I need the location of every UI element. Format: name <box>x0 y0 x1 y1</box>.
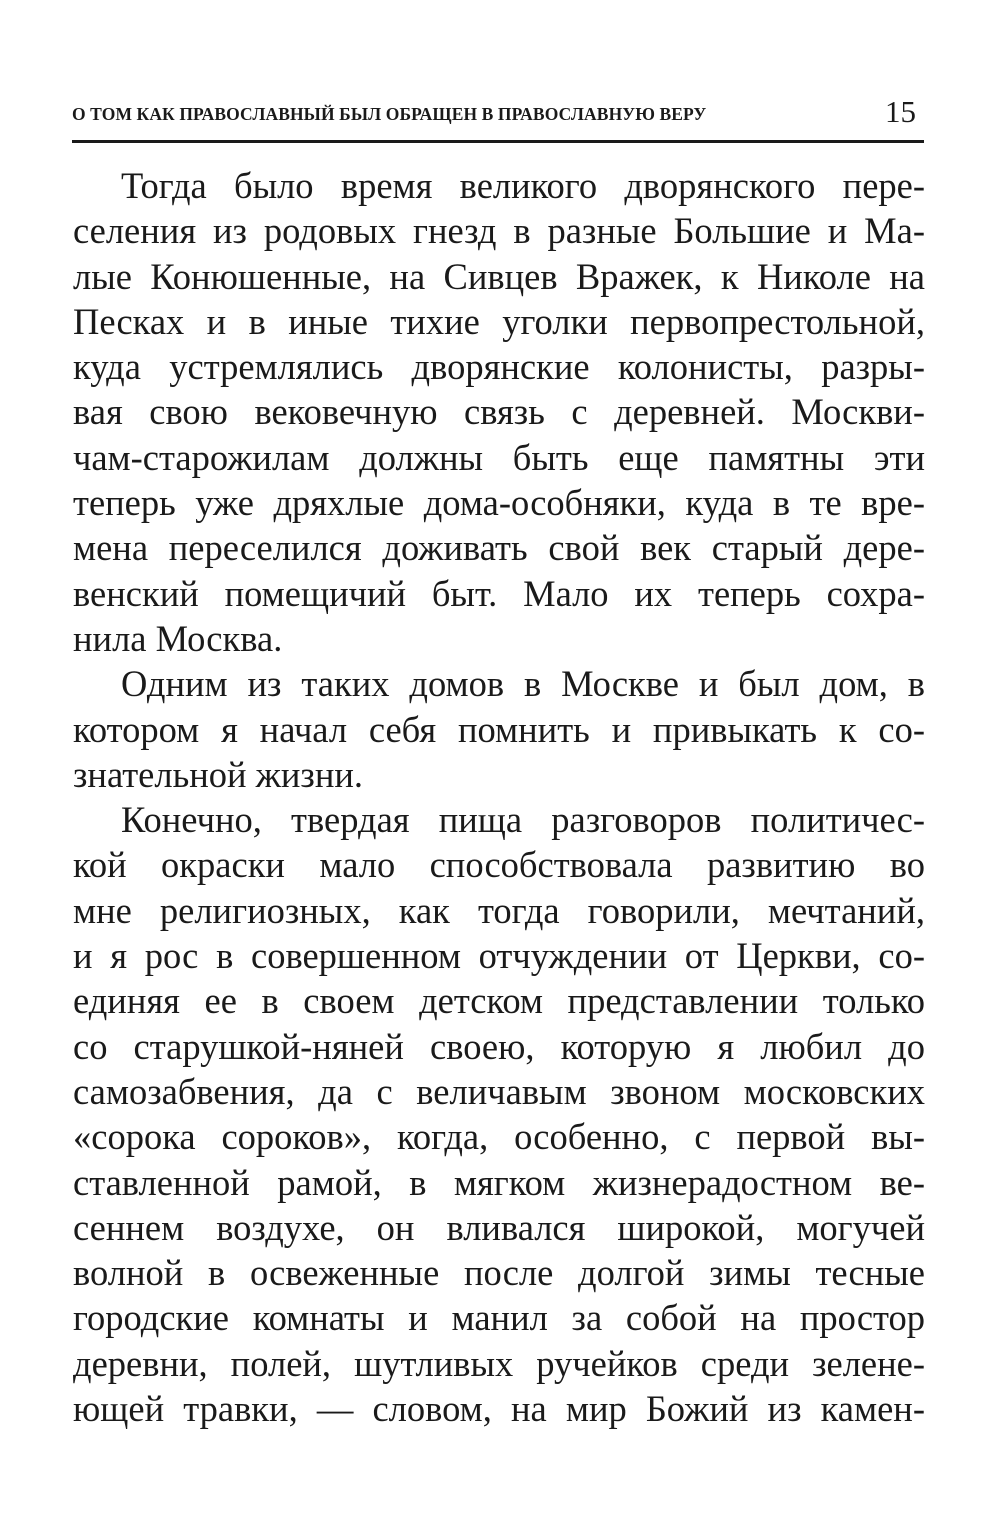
paragraph-3-line-1: Конечно, твердая пища разговоров политичес- <box>121 799 925 841</box>
paragraph-3-line-2: кой окраски мало способствовала развитию во <box>73 844 925 886</box>
paragraph-3-line-5: единяя ее в своем детском представлении только <box>73 980 925 1022</box>
paragraph-1-line-6: вая свою вековечную связь с деревней. Москви- <box>73 391 925 433</box>
paragraph-3-line-14: ющей травки, — словом, на мир Божий из камен- <box>73 1388 925 1430</box>
paragraph-1-line-10: венский помещичий быт. Мало их теперь сохра- <box>73 572 925 614</box>
paragraph-3-line-6: со старушкой-няней своею, которую я любил до <box>73 1025 925 1067</box>
paragraph-3-line-13: деревни, полей, шутливых ручейков среди зелене- <box>73 1342 925 1384</box>
paragraph-1-line-9: мена переселился доживать свой век старый дере- <box>73 527 925 569</box>
running-title: О ТОМ КАК ПРАВОСЛАВНЫЙ БЫЛ ОБРАЩЕН В ПРАВОСЛАВНУЮ ВЕРУ <box>72 104 707 124</box>
paragraph-3-line-3: мне религиозных, как тогда говорили, мечтаний, <box>73 889 925 931</box>
paragraph-1-line-2: селения из родовых гнезд в разные Большие и Ма- <box>73 210 925 252</box>
paragraph-1-line-8: теперь уже дряхлые дома-особняки, куда в те вре- <box>73 482 925 524</box>
paragraph-1-line-5: куда устремлялись дворянские колонисты, разры- <box>73 346 925 388</box>
paragraph-1-line-4: Песках и в иные тихие уголки первопрестольной, <box>73 300 925 342</box>
paragraph-1-line-7: чам-старожилам должны быть еще памятны эти <box>73 436 925 478</box>
paragraph-3-line-7: самозабвения, да с величавым звоном московских <box>73 1070 925 1112</box>
paragraph-3-line-12: городские комнаты и манил за собой на простор <box>73 1297 925 1339</box>
running-header <box>72 94 924 134</box>
paragraph-3-line-4: и я рос в совершенном отчуждении от Церкви, со- <box>73 935 925 977</box>
paragraph-2-line-2: котором я начал себя помнить и привыкать к со- <box>73 708 925 750</box>
page-number: 15 <box>885 94 916 129</box>
header-rule <box>72 140 924 143</box>
paragraph-3-line-8: «сорока сороков», когда, особенно, с первой вы- <box>73 1116 925 1158</box>
paragraph-3-line-11: волной в освеженные после долгой зимы тесные <box>73 1252 925 1294</box>
body-text <box>73 163 925 1431</box>
paragraph-3-line-10: сеннем воздухе, он вливался широкой, могучей <box>73 1206 925 1248</box>
paragraph-1-line-1: Тогда было время великого дворянского пере- <box>121 165 925 206</box>
paragraph-2-line-1: Одним из таких домов в Москве и был дом, в <box>121 663 925 705</box>
paragraph-1-line-3: лые Конюшенные, на Сивцев Вражек, к Николе на <box>73 255 925 297</box>
paragraph-1-line-11: нила Москва. <box>73 617 283 659</box>
paragraph-3-line-9: ставленной рамой, в мягком жизнерадостном ве- <box>73 1161 925 1203</box>
paragraph-2-line-3: знательной жизни. <box>73 753 364 795</box>
